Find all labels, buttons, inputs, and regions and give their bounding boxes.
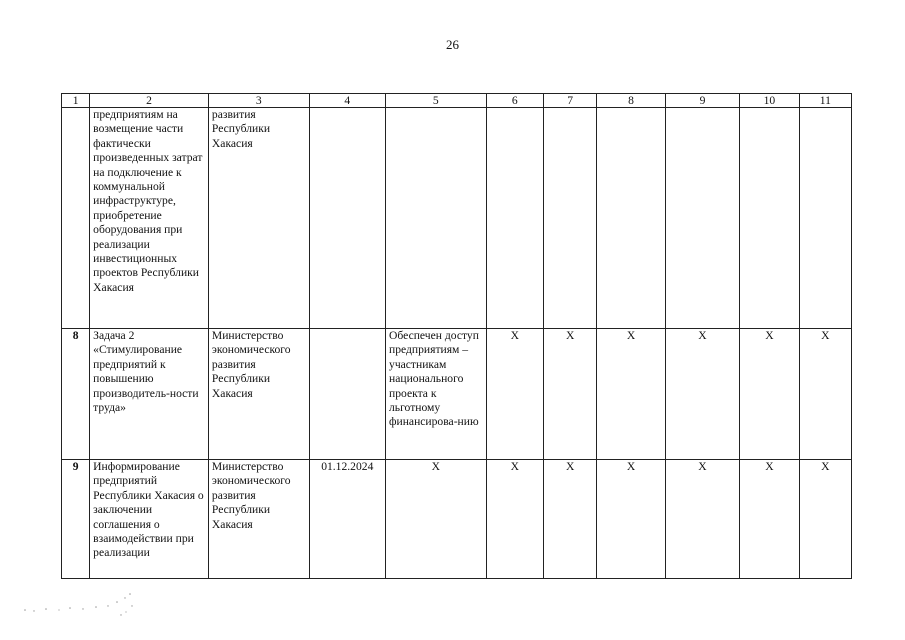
mark-cell: X: [665, 460, 739, 579]
column-number: 7: [544, 94, 597, 108]
responsible-cell: Министерство экономического развития Республики Хакасия: [208, 460, 309, 579]
mark-cell: [799, 108, 851, 329]
table-header-row: [62, 94, 852, 108]
mark-cell: X: [486, 460, 543, 579]
column-number: 1: [62, 94, 90, 108]
date-cell: 01.12.2024: [309, 460, 385, 579]
plan-table: [61, 93, 852, 579]
column-number: 10: [740, 94, 799, 108]
date-cell: [309, 329, 385, 460]
column-number: 2: [90, 94, 209, 108]
column-number: 4: [309, 94, 385, 108]
column-number: 11: [799, 94, 851, 108]
row-number: 9: [62, 460, 90, 579]
date-cell: [309, 108, 385, 329]
mark-cell: X: [799, 329, 851, 460]
result-cell: Обеспечен доступ предприятиям – участникам национального проекта к льготному финансирова-нию: [386, 329, 487, 460]
column-number: 6: [486, 94, 543, 108]
mark-cell: X: [665, 329, 739, 460]
row-number: [62, 108, 90, 329]
mark-cell: [665, 108, 739, 329]
mark-cell: [740, 108, 799, 329]
page-number: 26: [446, 37, 459, 52]
result-cell: X: [386, 460, 487, 579]
responsible-cell: Министерство экономического развития Республики Хакасия: [208, 329, 309, 460]
table-row: [62, 460, 852, 579]
task-cell: Задача 2 «Стимулирование предприятий к повышению производитель-ности труда»: [90, 329, 209, 460]
row-number: 8: [62, 329, 90, 460]
mark-cell: X: [486, 329, 543, 460]
column-number: 5: [386, 94, 487, 108]
mark-cell: [486, 108, 543, 329]
result-cell: [386, 108, 487, 329]
mark-cell: X: [597, 460, 665, 579]
column-number: 8: [597, 94, 665, 108]
responsible-cell: развития Республики Хакасия: [208, 108, 309, 329]
column-number: 9: [665, 94, 739, 108]
table-row: [62, 329, 852, 460]
task-cell: предприятиям на возмещение части фактически произведенных затрат на подключение к коммунальной инфраструктуре, приобретение оборудования при реализации инвестиционных проектов Республики Хакасия: [90, 108, 209, 329]
task-cell: Информирование предприятий Республики Хакасия о заключении соглашения о взаимодействии при реализации: [90, 460, 209, 579]
mark-cell: X: [544, 460, 597, 579]
mark-cell: [544, 108, 597, 329]
column-number: 3: [208, 94, 309, 108]
table-row: [62, 108, 852, 329]
mark-cell: X: [597, 329, 665, 460]
mark-cell: X: [740, 460, 799, 579]
mark-cell: X: [544, 329, 597, 460]
scan-noise: [22, 590, 142, 620]
mark-cell: [597, 108, 665, 329]
mark-cell: X: [799, 460, 851, 579]
mark-cell: X: [740, 329, 799, 460]
